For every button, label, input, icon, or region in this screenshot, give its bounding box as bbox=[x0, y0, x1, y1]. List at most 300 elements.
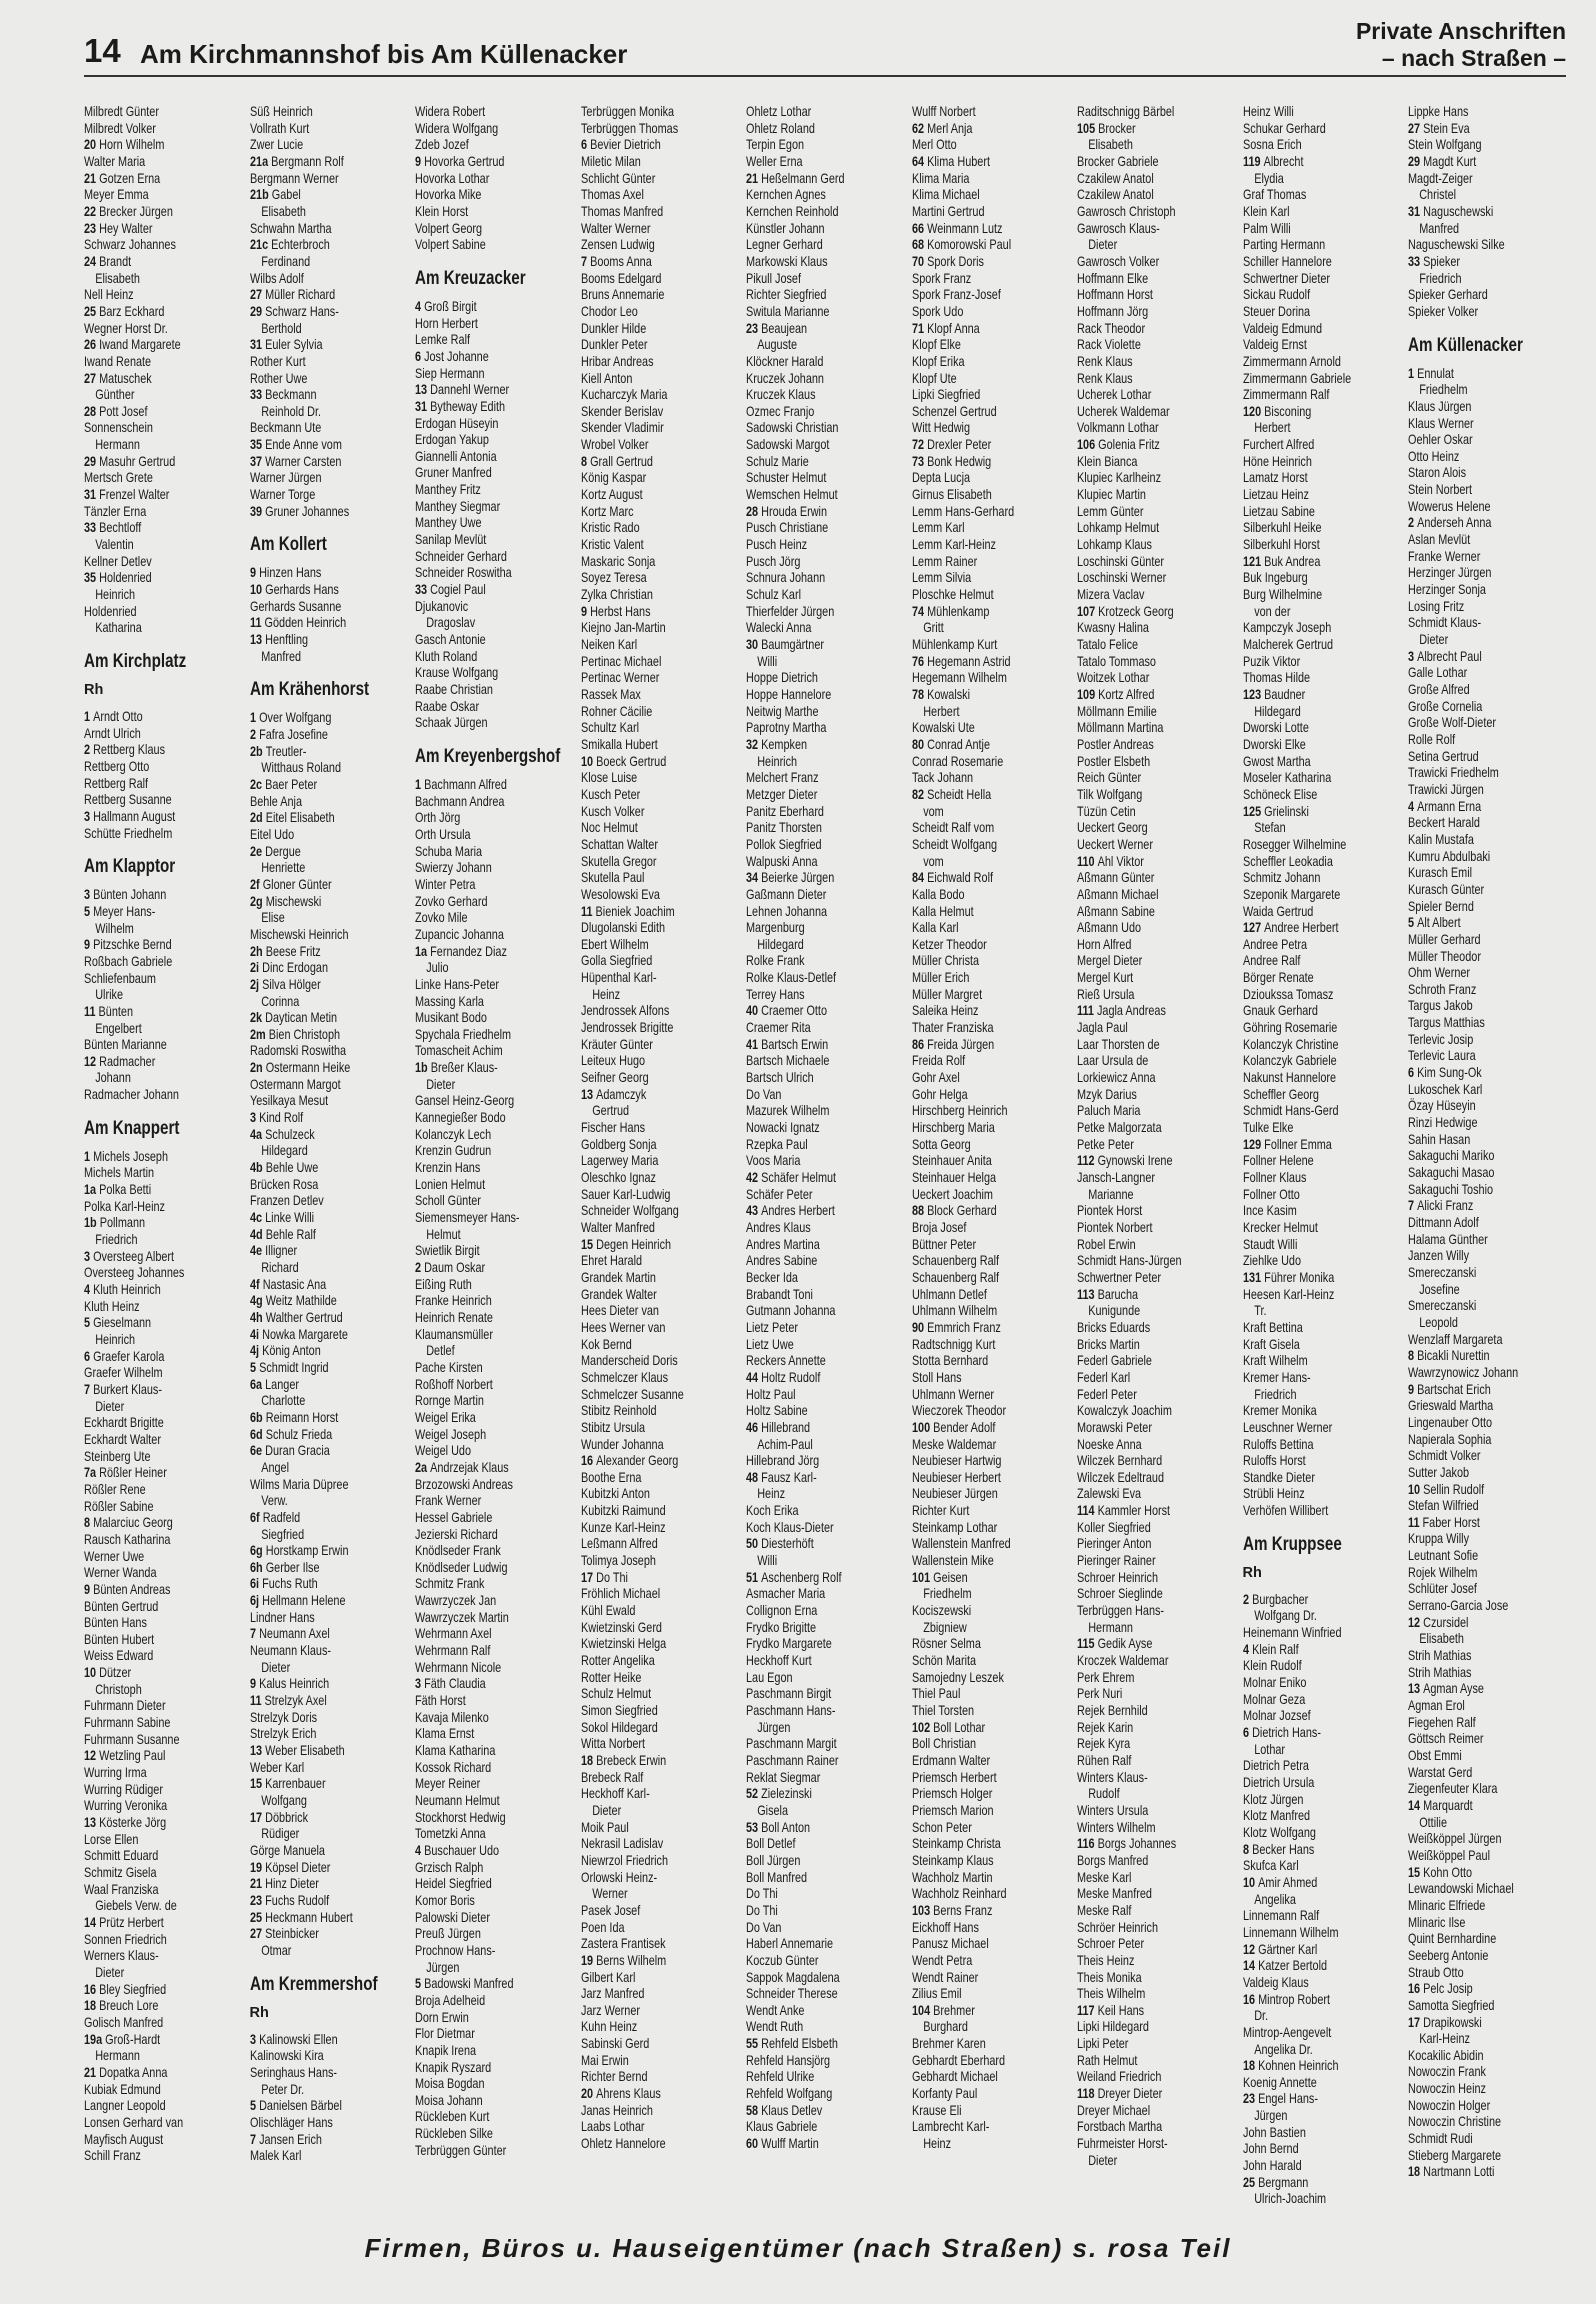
directory-entry: Lipki Siegfried bbox=[911, 387, 980, 403]
directory-entry: Weißköppel Paul bbox=[1408, 1847, 1491, 1863]
directory-entry: Lipki Hildegard bbox=[1077, 2019, 1149, 2035]
directory-entry: Scheidt Ralf vom bbox=[911, 820, 994, 836]
directory-entry: Czakilew Anatol bbox=[1077, 170, 1154, 186]
entry-continuation: Hermann bbox=[1088, 1619, 1133, 1635]
directory-entry: Freida Rolf bbox=[911, 1053, 965, 1069]
house-number: 20 bbox=[580, 2086, 596, 2102]
directory-entry: 64 Klima Hubert bbox=[911, 153, 990, 169]
directory-entry: 35 Holdenried bbox=[84, 570, 152, 586]
directory-entry: Losing Fritz bbox=[1408, 598, 1465, 614]
directory-entry: 3 Kind Rolf bbox=[249, 1110, 303, 1126]
directory-entry: Schmidt Rudi bbox=[1408, 2131, 1473, 2147]
directory-entry: 58 Klaus Detlev bbox=[746, 2102, 823, 2118]
directory-entry: Skutella Paul bbox=[580, 870, 644, 886]
directory-entry: Hüpenthal Karl- bbox=[580, 970, 657, 986]
footer-note: Firmen, Büros u. Hauseigentümer (nach Straßen) s. rosa Teil bbox=[364, 2233, 1232, 2263]
entry-continuation: von der bbox=[1253, 603, 1290, 619]
directory-entry: Ziegenfeuter Klara bbox=[1408, 1781, 1498, 1797]
house-number: 106 bbox=[1077, 437, 1099, 453]
directory-entry: Hribar Andreas bbox=[580, 353, 654, 369]
directory-entry: Uhlmann Wilhelm bbox=[911, 1303, 997, 1319]
directory-entry: 5 Alt Albert bbox=[1408, 915, 1461, 931]
directory-entry: Pollok Siegfried bbox=[746, 836, 822, 852]
directory-entry: 13 Kösterke Jörg bbox=[84, 1815, 167, 1831]
directory-entry: Heckhoff Kurt bbox=[746, 1653, 812, 1669]
directory-entry: Weißköppel Jürgen bbox=[1408, 1831, 1502, 1847]
directory-entry: Brücken Rosa bbox=[249, 1176, 318, 1192]
directory-entry: Gawrosch Christoph bbox=[1077, 203, 1176, 219]
directory-entry: Brebeck Ralf bbox=[580, 1769, 643, 1785]
directory-entry: Schmitz Gisela bbox=[84, 1865, 157, 1880]
directory-entry: Schmidt Hans-Jürgen bbox=[1077, 1253, 1182, 1269]
house-number: 7 bbox=[84, 1381, 94, 1397]
directory-entry: Skender Berislav bbox=[580, 403, 663, 419]
directory-entry: Mizera Vaclav bbox=[1077, 587, 1145, 603]
directory-entry: 3 Albrecht Paul bbox=[1408, 648, 1482, 664]
house-number: 127 bbox=[1242, 920, 1264, 936]
directory-entry: Orlowski Heinz- bbox=[580, 1869, 657, 1885]
directory-entry: Paschmann Birgit bbox=[746, 1686, 832, 1702]
directory-entry: Verhöfen Willibert bbox=[1242, 1503, 1328, 1519]
entry-continuation: Dieter bbox=[426, 1076, 456, 1092]
house-number: 12 bbox=[84, 1053, 100, 1069]
entry-continuation: Heinrich bbox=[95, 1332, 136, 1347]
directory-entry: Kolanczyk Christine bbox=[1242, 1036, 1338, 1052]
directory-entry: Rolke Klaus-Detlef bbox=[746, 970, 837, 986]
house-number: 1 bbox=[84, 1148, 94, 1164]
directory-entry: Noeske Anna bbox=[1077, 1436, 1142, 1452]
directory-entry: Thomas Manfred bbox=[580, 203, 663, 219]
directory-entry: Frydko Brigitte bbox=[746, 1619, 817, 1635]
directory-entry: 23 Beaujean bbox=[746, 320, 808, 336]
directory-entry: Priemsch Holger bbox=[911, 1786, 992, 1802]
directory-entry: Dunkler Hilde bbox=[580, 320, 646, 336]
directory-entry: Schneider Gerhard bbox=[415, 548, 507, 564]
directory-entry: Terpin Egon bbox=[746, 137, 805, 153]
directory-entry: Lemm Hans-Gerhard bbox=[911, 503, 1014, 519]
directory-entry: Radomski Roswitha bbox=[249, 1043, 346, 1059]
directory-entry: Strübli Heinz bbox=[1242, 1486, 1305, 1502]
house-number: 13 bbox=[415, 382, 431, 398]
directory-entry: Roßbach Gabriele bbox=[84, 953, 173, 969]
house-number: 11 bbox=[249, 1693, 265, 1709]
house-number: 1b bbox=[84, 1215, 100, 1231]
directory-entry: Warner Torge bbox=[249, 487, 315, 503]
directory-entry: 35 Ende Anne vom bbox=[249, 437, 342, 453]
directory-entry: 110 Ahl Viktor bbox=[1077, 853, 1144, 869]
directory-entry: Klopf Ute bbox=[911, 370, 957, 386]
house-number: 103 bbox=[911, 1902, 933, 1918]
directory-entry: Lietz Peter bbox=[746, 1319, 798, 1335]
directory-entry: Hegemann Wilhelm bbox=[911, 670, 1007, 686]
directory-entry: Golla Siegfried bbox=[580, 953, 652, 969]
directory-column-7 bbox=[1077, 104, 1243, 2224]
directory-entry: 21 Hinz Dieter bbox=[249, 1876, 319, 1892]
house-number: 17 bbox=[1408, 2014, 1424, 2030]
directory-entry: Lindner Hans bbox=[249, 1609, 315, 1625]
house-number: 2n bbox=[249, 1060, 266, 1076]
house-number: 101 bbox=[911, 1569, 933, 1585]
directory-entry: Mühlenkamp Kurt bbox=[911, 637, 997, 652]
directory-entry: Weber Karl bbox=[249, 1759, 304, 1775]
directory-entry: Bachmann Andrea bbox=[415, 793, 505, 809]
directory-entry: 14 Prütz Herbert bbox=[84, 1914, 164, 1930]
house-number: 25 bbox=[249, 1909, 265, 1925]
entry-continuation: Willi bbox=[757, 653, 778, 669]
directory-entry: Fischer Hans bbox=[580, 1120, 645, 1136]
entry-continuation: Elydia bbox=[1253, 170, 1284, 186]
directory-entry: 18 Brebeck Erwin bbox=[580, 1752, 666, 1768]
directory-entry: Bruns Annemarie bbox=[580, 287, 664, 303]
directory-entry: Kellner Detlev bbox=[84, 553, 152, 569]
directory-entry: Rornge Martin bbox=[415, 1393, 484, 1409]
directory-entry: Laar Ursula de bbox=[1077, 1053, 1149, 1069]
house-number: 9 bbox=[415, 153, 425, 169]
directory-entry: Zimmermann Gabriele bbox=[1242, 370, 1351, 386]
directory-entry: 9 Hinzen Hans bbox=[249, 565, 321, 581]
directory-entry: Kremer Hans- bbox=[1242, 1369, 1311, 1385]
directory-entry: Zimmermann Arnold bbox=[1242, 353, 1341, 369]
house-number: 78 bbox=[911, 686, 927, 702]
entry-continuation: Julio bbox=[426, 960, 449, 976]
house-number: 62 bbox=[911, 120, 927, 136]
directory-entry: Widera Wolfgang bbox=[415, 120, 499, 136]
directory-entry: Rotter Heike bbox=[580, 1669, 641, 1685]
directory-entry: Gaßmann Dieter bbox=[746, 886, 827, 902]
directory-entry: 14 Katzer Bertold bbox=[1242, 1958, 1327, 1974]
directory-entry: Silberkuhl Heike bbox=[1242, 520, 1322, 536]
house-number: 6 bbox=[415, 348, 425, 364]
house-number: 46 bbox=[746, 1419, 762, 1435]
directory-entry: Beckmann Ute bbox=[249, 420, 321, 436]
house-number: 19 bbox=[580, 1952, 596, 1968]
house-number: 4d bbox=[249, 1226, 266, 1242]
house-number: 10 bbox=[1408, 1481, 1424, 1497]
directory-entry: Eckhardt Walter bbox=[84, 1431, 161, 1447]
directory-entry: Dietrich Petra bbox=[1242, 1758, 1309, 1774]
entry-continuation: Johann bbox=[95, 1070, 131, 1086]
directory-entry: 127 Andree Herbert bbox=[1242, 920, 1339, 936]
house-number: 34 bbox=[746, 870, 762, 886]
house-number: 2a bbox=[415, 1459, 431, 1475]
directory-entry: Gohr Helga bbox=[911, 1086, 968, 1102]
directory-entry: Schulz Helmut bbox=[580, 1686, 651, 1702]
directory-entry: Becker Ida bbox=[746, 1269, 798, 1285]
directory-entry: Erdogan Hüseyin bbox=[415, 415, 499, 431]
directory-entry: Kolanczyk Lech bbox=[415, 1126, 492, 1142]
house-number: 21b bbox=[249, 187, 272, 203]
directory-entry: Meske Waldemar bbox=[911, 1436, 996, 1452]
directory-entry: 73 Bonk Hedwig bbox=[911, 453, 991, 469]
directory-entry: Kurasch Günter bbox=[1408, 881, 1485, 897]
directory-entry: Stoll Hans bbox=[911, 1369, 962, 1385]
house-number: 13 bbox=[1408, 1681, 1424, 1697]
directory-entry: Voos Maria bbox=[746, 1153, 801, 1169]
directory-entry: Flor Dietmar bbox=[415, 2026, 475, 2042]
directory-entry: Holtz Paul bbox=[746, 1386, 796, 1402]
directory-entry: Moisa Johann bbox=[415, 2092, 483, 2108]
directory-entry: Burg Wilhelmine bbox=[1242, 587, 1322, 603]
directory-entry: Nakunst Hannelore bbox=[1242, 1070, 1336, 1086]
directory-entry: Boll Detlef bbox=[746, 1836, 796, 1852]
directory-entry: Siemensmeyer Hans- bbox=[415, 1210, 520, 1226]
directory-entry: Schneider Therese bbox=[746, 1986, 838, 2002]
house-number: 4i bbox=[249, 1326, 262, 1342]
directory-entry: Sauer Karl-Ludwig bbox=[580, 1186, 670, 1202]
directory-entry: Wilczek Bernhard bbox=[1077, 1453, 1163, 1469]
house-number: 7 bbox=[249, 1626, 259, 1642]
directory-entry: Loschinski Günter bbox=[1077, 553, 1165, 569]
directory-entry: 26 Iwand Margarete bbox=[84, 337, 181, 353]
directory-entry: Wegner Horst Dr. bbox=[84, 320, 168, 336]
directory-entry: Spieker Volker bbox=[1408, 303, 1479, 319]
directory-entry: Hessel Gabriele bbox=[415, 1509, 493, 1525]
directory-entry: Weiss Edward bbox=[84, 1648, 154, 1664]
street-heading: Am Küllenacker bbox=[1408, 334, 1523, 356]
directory-entry: Rack Theodor bbox=[1077, 320, 1146, 336]
entry-continuation: Heinz bbox=[922, 2136, 951, 2152]
directory-entry: Fuhrmeister Horst- bbox=[1077, 2136, 1168, 2152]
directory-entry: Weigel Erika bbox=[415, 1409, 476, 1425]
directory-entry: 100 Bender Adolf bbox=[911, 1419, 995, 1435]
directory-entry: Frank Werner bbox=[415, 1493, 482, 1509]
directory-entry: Wurring Veronika bbox=[84, 1798, 168, 1814]
entry-continuation: Hildegard bbox=[1253, 703, 1301, 719]
directory-entry: Forstbach Martha bbox=[1077, 2119, 1163, 2135]
house-number: 117 bbox=[1077, 2002, 1098, 2018]
directory-entry: Kortz August bbox=[580, 487, 643, 503]
directory-entry: Prochnow Hans- bbox=[415, 1942, 496, 1958]
directory-entry: Kavaja Milenko bbox=[415, 1709, 489, 1725]
entry-continuation: Auguste bbox=[757, 337, 798, 353]
house-number: 7a bbox=[84, 1465, 100, 1481]
directory-entry: Perk Nuri bbox=[1077, 1686, 1123, 1702]
directory-entry: Wenzlaff Margareta bbox=[1408, 1331, 1503, 1347]
directory-entry: Do Thi bbox=[746, 1902, 778, 1918]
directory-entry: 2a Andrzejak Klaus bbox=[415, 1459, 509, 1475]
directory-entry: 8 Bicakli Nurettin bbox=[1408, 1348, 1490, 1364]
house-number: 2i bbox=[249, 960, 262, 976]
directory-entry: Rack Violette bbox=[1077, 337, 1141, 353]
directory-entry: Schauenberg Ralf bbox=[911, 1269, 999, 1285]
directory-entry: Klama Katharina bbox=[415, 1743, 496, 1759]
entry-continuation: Leopold bbox=[1419, 1314, 1458, 1330]
directory-entry: Theis Monika bbox=[1077, 1969, 1142, 1985]
directory-entry: Gerhards Susanne bbox=[249, 598, 341, 614]
directory-entry: 29 Masuhr Gertrud bbox=[84, 453, 176, 469]
directory-entry: Theis Wilhelm bbox=[1077, 1986, 1146, 2002]
entry-continuation: Elise bbox=[260, 910, 285, 926]
entry-continuation: Lothar bbox=[1253, 1741, 1285, 1757]
directory-entry: 18 Kohnen Heinrich bbox=[1242, 2058, 1339, 2074]
directory-entry: Kraft Gisela bbox=[1242, 1336, 1300, 1352]
directory-entry: 4 Kluth Heinrich bbox=[84, 1282, 161, 1298]
house-number: 17 bbox=[580, 1569, 596, 1585]
house-number: 1a bbox=[415, 943, 431, 959]
directory-entry: Milbredt Günter bbox=[84, 104, 159, 119]
directory-entry: 20 Horn Wilhelm bbox=[84, 137, 165, 153]
directory-entry: 25 Barz Eckhard bbox=[84, 303, 165, 319]
directory-entry: Do Thi bbox=[746, 1886, 778, 1902]
entry-continuation: Wilhelm bbox=[95, 920, 134, 936]
directory-entry: Leuschner Werner bbox=[1242, 1419, 1332, 1435]
house-number: 129 bbox=[1242, 1136, 1264, 1152]
directory-entry: 4 Groß Birgit bbox=[415, 298, 477, 314]
directory-entry: Kampczyk Joseph bbox=[1242, 620, 1331, 636]
directory-entry: Postler Elsbeth bbox=[1077, 753, 1151, 769]
directory-entry: Spieker Gerhard bbox=[1408, 287, 1488, 303]
house-number: 27 bbox=[84, 370, 100, 386]
directory-entry: 1 Michels Joseph bbox=[84, 1148, 169, 1164]
directory-entry: Wendt Rainer bbox=[911, 1969, 978, 1985]
directory-entry: Tolimya Joseph bbox=[580, 1553, 656, 1569]
directory-entry: Janzen Willy bbox=[1408, 1248, 1470, 1264]
directory-entry: 48 Fausz Karl- bbox=[746, 1469, 817, 1485]
directory-entry: Jendrossek Alfons bbox=[580, 1003, 669, 1019]
house-number: 23 bbox=[84, 220, 100, 236]
house-number: 5 bbox=[1408, 915, 1418, 931]
house-number: 33 bbox=[249, 387, 265, 403]
directory-entry: Kwietzinski Gerd bbox=[580, 1619, 662, 1635]
directory-entry: Janas Heinrich bbox=[580, 2102, 653, 2118]
directory-entry: Molnar Eniko bbox=[1242, 1675, 1306, 1691]
directory-entry: 13 Adamczyk bbox=[580, 1086, 646, 1102]
directory-entry: Chodor Leo bbox=[580, 303, 638, 319]
directory-entry: 21b Gabel bbox=[249, 187, 301, 203]
directory-entry: Thiel Torsten bbox=[911, 1703, 974, 1718]
directory-entry: Kowalczyk Joachim bbox=[1077, 1403, 1172, 1419]
directory-entry: Do Van bbox=[746, 1086, 782, 1102]
directory-entry: Hoppe Dietrich bbox=[746, 670, 818, 686]
directory-entry: Kowalski Ute bbox=[911, 720, 975, 736]
directory-entry: Schmidt Klaus- bbox=[1408, 615, 1482, 631]
directory-entry: Franke Werner bbox=[1408, 548, 1481, 564]
entry-continuation: Friedrich bbox=[95, 1232, 138, 1248]
directory-entry: Schneider Roswitha bbox=[415, 565, 512, 581]
directory-entry: Jagla Paul bbox=[1077, 1020, 1128, 1036]
directory-entry: 111 Jagla Andreas bbox=[1077, 1003, 1166, 1019]
house-number: 114 bbox=[1077, 1503, 1098, 1519]
directory-entry: 8 Grall Gertrud bbox=[580, 453, 653, 469]
directory-entry: Nowoczin Frank bbox=[1408, 2064, 1486, 2080]
directory-entry: Klotz Manfred bbox=[1242, 1808, 1310, 1824]
house-number: 2 bbox=[84, 742, 94, 758]
directory-entry: Wemschen Helmut bbox=[746, 487, 838, 503]
directory-entry: Rückleben Silke bbox=[415, 2126, 493, 2142]
directory-entry: Rzepka Paul bbox=[746, 1136, 808, 1152]
directory-entry: Schuba Maria bbox=[415, 843, 483, 859]
directory-entry: Kannegießer Bodo bbox=[415, 1110, 506, 1126]
directory-entry: 4g Weitz Mathilde bbox=[249, 1293, 337, 1309]
directory-entry: 17 Drapikowski bbox=[1408, 2014, 1482, 2030]
directory-entry: 74 Mühlenkamp bbox=[911, 603, 989, 619]
directory-entry: Grandek Walter bbox=[580, 1286, 657, 1302]
directory-entry: Brabandt Toni bbox=[746, 1286, 813, 1302]
house-number: 24 bbox=[84, 253, 100, 269]
directory-entry: Simon Siegfried bbox=[580, 1703, 658, 1718]
directory-entry: 4e Illigner bbox=[249, 1243, 297, 1259]
directory-entry: Ucherek Lothar bbox=[1077, 387, 1152, 403]
house-number: 86 bbox=[911, 1036, 927, 1052]
entry-continuation: Friedrich bbox=[1253, 1386, 1296, 1402]
directory-entry: 15 Karrenbauer bbox=[249, 1776, 326, 1792]
directory-entry: Federl Peter bbox=[1077, 1386, 1137, 1402]
directory-entry: Dorn Erwin bbox=[415, 2009, 469, 2025]
entry-continuation: Elisabeth bbox=[95, 270, 140, 286]
directory-entry: Noc Helmut bbox=[580, 820, 638, 836]
directory-entry: Skutella Gregor bbox=[580, 853, 657, 869]
directory-entry: Sakaguchi Toshio bbox=[1408, 1181, 1494, 1197]
directory-entry: Wehrmann Nicole bbox=[415, 1659, 502, 1675]
directory-entry: Stein Norbert bbox=[1408, 482, 1473, 498]
directory-entry: 112 Gynowski Irene bbox=[1077, 1153, 1173, 1169]
house-number: 2k bbox=[249, 1010, 265, 1026]
directory-entry: Niewrzol Friedrich bbox=[580, 1852, 668, 1868]
entry-continuation: Günther bbox=[95, 387, 135, 403]
directory-entry: Lorkiewicz Anna bbox=[1077, 1070, 1156, 1086]
directory-entry: Magdt-Zeiger bbox=[1408, 170, 1473, 186]
house-number: 6e bbox=[249, 1443, 265, 1459]
house-number: 30 bbox=[746, 637, 762, 652]
house-number: 9 bbox=[84, 937, 94, 953]
directory-entry: Arndt Ulrich bbox=[84, 725, 141, 741]
house-number: 19a bbox=[84, 2031, 106, 2047]
directory-entry: Ince Kasim bbox=[1242, 1203, 1297, 1219]
directory-entry: 68 Komorowski Paul bbox=[911, 237, 1011, 253]
directory-entry: Laar Thorsten de bbox=[1077, 1036, 1160, 1052]
directory-entry: 5 Badowski Manfred bbox=[415, 1976, 514, 1992]
entry-continuation: Peter Dr. bbox=[260, 2081, 304, 2097]
entry-continuation: vom bbox=[922, 853, 944, 869]
directory-entry: Do Van bbox=[746, 1919, 782, 1935]
entry-continuation: Dr. bbox=[1253, 2008, 1268, 2024]
directory-entry: Kraft Bettina bbox=[1242, 1319, 1303, 1335]
directory-entry: Große Cornelia bbox=[1408, 698, 1483, 714]
header-rule bbox=[84, 75, 1566, 77]
directory-entry: Linnemann Wilhelm bbox=[1242, 1924, 1339, 1940]
directory-entry: Schäfer Peter bbox=[746, 1186, 813, 1202]
directory-entry: Dunkler Peter bbox=[580, 337, 647, 353]
directory-entry: Bricks Martin bbox=[1077, 1336, 1140, 1352]
house-number: 16 bbox=[580, 1453, 596, 1469]
directory-entry: Andres Klaus bbox=[746, 1219, 811, 1235]
directory-entry: Priemsch Marion bbox=[911, 1802, 994, 1818]
house-number: 17 bbox=[249, 1809, 265, 1825]
directory-entry: Witt Hedwig bbox=[911, 420, 970, 436]
house-number: 21 bbox=[746, 170, 762, 186]
house-number: 74 bbox=[911, 603, 927, 619]
directory-entry: Fäth Horst bbox=[415, 1693, 466, 1709]
entry-continuation: Elisabeth bbox=[1088, 137, 1133, 153]
entry-continuation: Stefan bbox=[1253, 820, 1286, 836]
house-number: 70 bbox=[911, 253, 927, 269]
entry-continuation: Tr. bbox=[1253, 1303, 1266, 1319]
directory-entry: Lewandowski Michael bbox=[1408, 1881, 1514, 1897]
directory-entry: Kortz Marc bbox=[580, 503, 634, 519]
house-number: 18 bbox=[580, 1752, 596, 1768]
directory-entry: Targus Matthias bbox=[1408, 1015, 1485, 1031]
directory-entry: Grandek Martin bbox=[580, 1269, 656, 1285]
directory-entry: Zilius Emil bbox=[911, 1986, 962, 2002]
directory-entry: Klotz Jürgen bbox=[1242, 1791, 1303, 1807]
directory-entry: 33 Bechtloff bbox=[84, 520, 142, 536]
house-number: 21 bbox=[84, 2064, 100, 2080]
directory-entry: 19 Köpsel Dieter bbox=[249, 1859, 330, 1875]
directory-entry: Ostermann Margot bbox=[249, 1076, 341, 1092]
entry-continuation: Wolfgang Dr. bbox=[1253, 1608, 1317, 1624]
directory-entry: 6f Radfeld bbox=[249, 1509, 300, 1525]
directory-entry: Boll Christian bbox=[911, 1736, 976, 1752]
